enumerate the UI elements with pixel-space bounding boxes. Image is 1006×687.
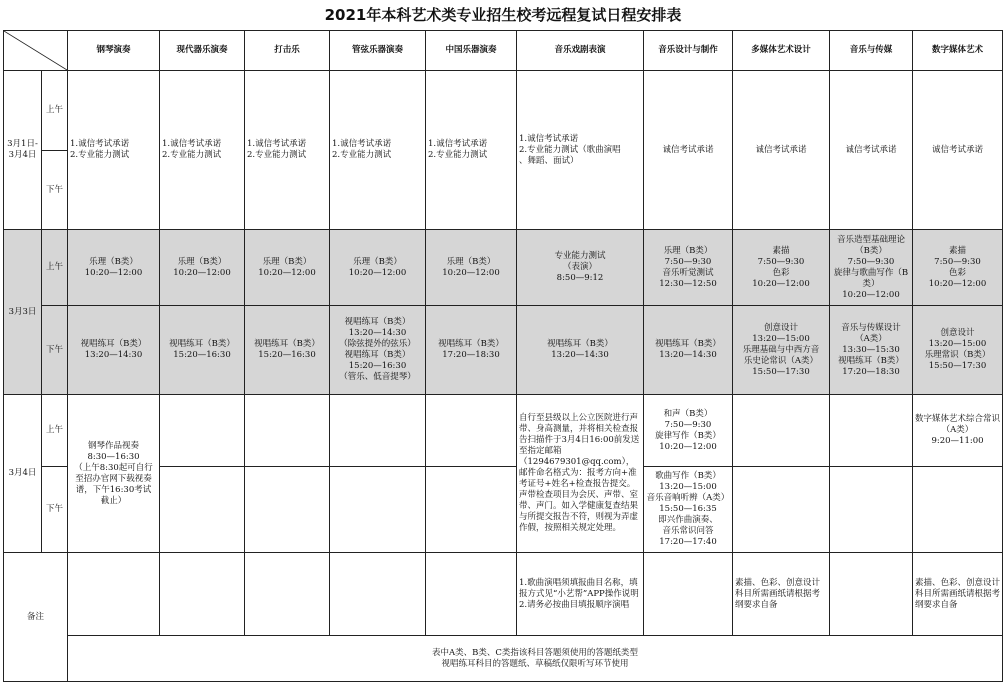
block3-pm-chinese [426,467,517,553]
period-am: 上午 [42,230,68,306]
block3-am-row [4,395,1003,467]
diagonal-corner-cell [4,31,68,71]
block1-date: 3月1日- 3月4日 [4,71,42,230]
block3-pm-percussion [245,467,330,553]
block1-chinese: 1.诚信考试承诺 2.专业能力测试 [426,71,517,230]
notes-media-art: 素描、色彩、创意设计科目所需画纸请根据考纲要求自备 [733,553,830,636]
block3-am-digital: 数字媒体艺术综合常识（A类） 9:20—11:00 [913,395,1003,467]
notes-modern [160,553,245,636]
block2-pm-digital: 创意设计 13:20—15:00 乐理常识（B类） 15:50—17:30 [913,306,1003,395]
block2-pm-modern: 视唱练耳（B类） 15:20—16:30 [160,306,245,395]
block2-am-digital: 素描 7:50—9:30 色彩 10:20—12:00 [913,230,1003,306]
notes-drama: 1.歌曲演唱须填报曲目名称，填报方式见“小艺帮”APP操作说明 2.请务必按曲目填报顺序演唱 [517,553,644,636]
block2-am-chinese: 乐理（B类） 10:20—12:00 [426,230,517,306]
block2-pm-music-media: 音乐与传媒设计 （A类） 13:30—15:30 视唱练耳（B类） 17:20—18:30 [830,306,913,395]
block1-design: 诚信考试承诺 [644,71,733,230]
block3-am-modern [160,395,245,467]
block2-pm-drama: 视唱练耳（B类） 13:20—14:30 [517,306,644,395]
header-music-media: 音乐与传媒 [830,31,913,71]
notes-chinese [426,553,517,636]
period-pm: 下午 [42,306,68,395]
block2-am-row [4,230,1003,306]
block3-am-orchestral [330,395,426,467]
block1-music-media: 诚信考试承诺 [830,71,913,230]
block1-modern: 1.诚信考试承诺 2.专业能力测试 [160,71,245,230]
block3-date: 3月4日 [4,395,42,553]
block3-piano: 钢琴作品视奏 8:30—16:30 （上午8:30起可自行 至招办官网下载视奏 谱，下午16:30考试 截止） [68,395,160,553]
block2-pm-orchestral: 视唱练耳（B类） 13:20—14:30 （除弦提外的弦乐） 视唱练耳（B类） 15:20—16:30 （管乐、低音提琴） [330,306,426,395]
block2-pm-row [4,306,1003,395]
header-design: 音乐设计与制作 [644,31,733,71]
block2-am-design: 乐理（B类） 7:50—9:30 音乐听觉测试 12:30—12:50 [644,230,733,306]
block3-pm-music-media [830,467,913,553]
period-pm: 下午 [42,467,68,553]
block3-am-media-art [733,395,830,467]
header-orchestral: 管弦乐器演奏 [330,31,426,71]
block2-am-percussion: 乐理（B类） 10:20—12:00 [245,230,330,306]
block2-pm-piano: 视唱练耳（B类） 13:20—14:30 [68,306,160,395]
block2-am-media-art: 素描 7:50—9:30 色彩 10:20—12:00 [733,230,830,306]
notes-music-media [830,553,913,636]
block2-pm-percussion: 视唱练耳（B类） 15:20—16:30 [245,306,330,395]
block1-orchestral: 1.诚信考试承诺 2.专业能力测试 [330,71,426,230]
footer-row [4,636,1003,682]
diagonal-line [4,31,67,70]
block3-pm-orchestral [330,467,426,553]
block2-am-drama: 专业能力测试 （表演） 8:50—9:12 [517,230,644,306]
footer-note: 表中A类、B类、C类指该科目答题须使用的答题纸类型 视唱练耳科目的答题纸、草稿纸仅限听写环节使用 [68,636,1003,682]
header-chinese: 中国乐器演奏 [426,31,517,71]
notes-design [644,553,733,636]
notes-row [4,553,1003,636]
period-am: 上午 [42,395,68,467]
block1-percussion: 1.诚信考试承诺 2.专业能力测试 [245,71,330,230]
header-drama: 音乐戏剧表演 [517,31,644,71]
block3-am-percussion [245,395,330,467]
notes-digital: 素描、色彩、创意设计科目所需画纸请根据考纲要求自备 [913,553,1003,636]
block3-am-design: 和声（B类） 7:50—9:30 旋律写作（B类） 10:20—12:00 [644,395,733,467]
header-piano: 钢琴演奏 [68,31,160,71]
notes-percussion [245,553,330,636]
header-percussion: 打击乐 [245,31,330,71]
header-row [4,31,1003,71]
block1-media-art: 诚信考试承诺 [733,71,830,230]
notes-piano [68,553,160,636]
block2-am-orchestral: 乐理（B类） 10:20—12:00 [330,230,426,306]
block2-pm-chinese: 视唱练耳（B类） 17:20—18:30 [426,306,517,395]
header-digital: 数字媒体艺术 [913,31,1003,71]
block3-pm-digital [913,467,1003,553]
block1-digital: 诚信考试承诺 [913,71,1003,230]
block2-pm-design: 视唱练耳（B类） 13:20—14:30 [644,306,733,395]
period-am: 上午 [42,71,68,151]
block2-am-music-media: 音乐造型基础理论（B类） 7:50—9:30 旋律与歌曲写作（B类） 10:20—12:00 [830,230,913,306]
block1-piano: 1.诚信考试承诺 2.专业能力测试 [68,71,160,230]
notes-label: 备注 [4,553,68,682]
block2-am-modern: 乐理（B类） 10:20—12:00 [160,230,245,306]
schedule-table [3,30,1003,682]
period-pm: 下午 [42,151,68,230]
block2-date: 3月3日 [4,230,42,395]
block3-drama: 自行至县级以上公立医院进行声带、身高测量，并将相关检查报告扫描件于3月4日16:00前发送至指定邮箱（1294679301@qq.com），邮件命名格式为：报考方向+准考证号+姓名+检查报告提交。声带检查项目为会厌、声带、室带、声门。如入学健康复查结果与所提交报告不符，则视为弄虚作假，按照相关规定处理。 [517,395,644,553]
block2-pm-media-art: 创意设计 13:20—15:00 乐理基础与中西方音 乐史论常识（A类） 15:50—17:30 [733,306,830,395]
block3-pm-modern [160,467,245,553]
header-modern: 现代器乐演奏 [160,31,245,71]
block1-drama: 1.诚信考试承诺 2.专业能力测试（歌曲演唱 、舞蹈、面试） [517,71,644,230]
notes-orchestral [330,553,426,636]
block3-am-chinese [426,395,517,467]
block2-am-piano: 乐理（B类） 10:20—12:00 [68,230,160,306]
block3-pm-media-art [733,467,830,553]
block1-am-row [4,71,1003,151]
page-title: 2021年本科艺术类专业招生校考远程复试日程安排表 [324,6,682,24]
block3-am-music-media [830,395,913,467]
block3-pm-design: 歌曲写作（B类） 13:20—15:00 音乐音响听辨（A类） 15:50—16:35 即兴作曲演奏、 音乐常识问答 17:20—17:40 [644,467,733,553]
header-media-art: 多媒体艺术设计 [733,31,830,71]
